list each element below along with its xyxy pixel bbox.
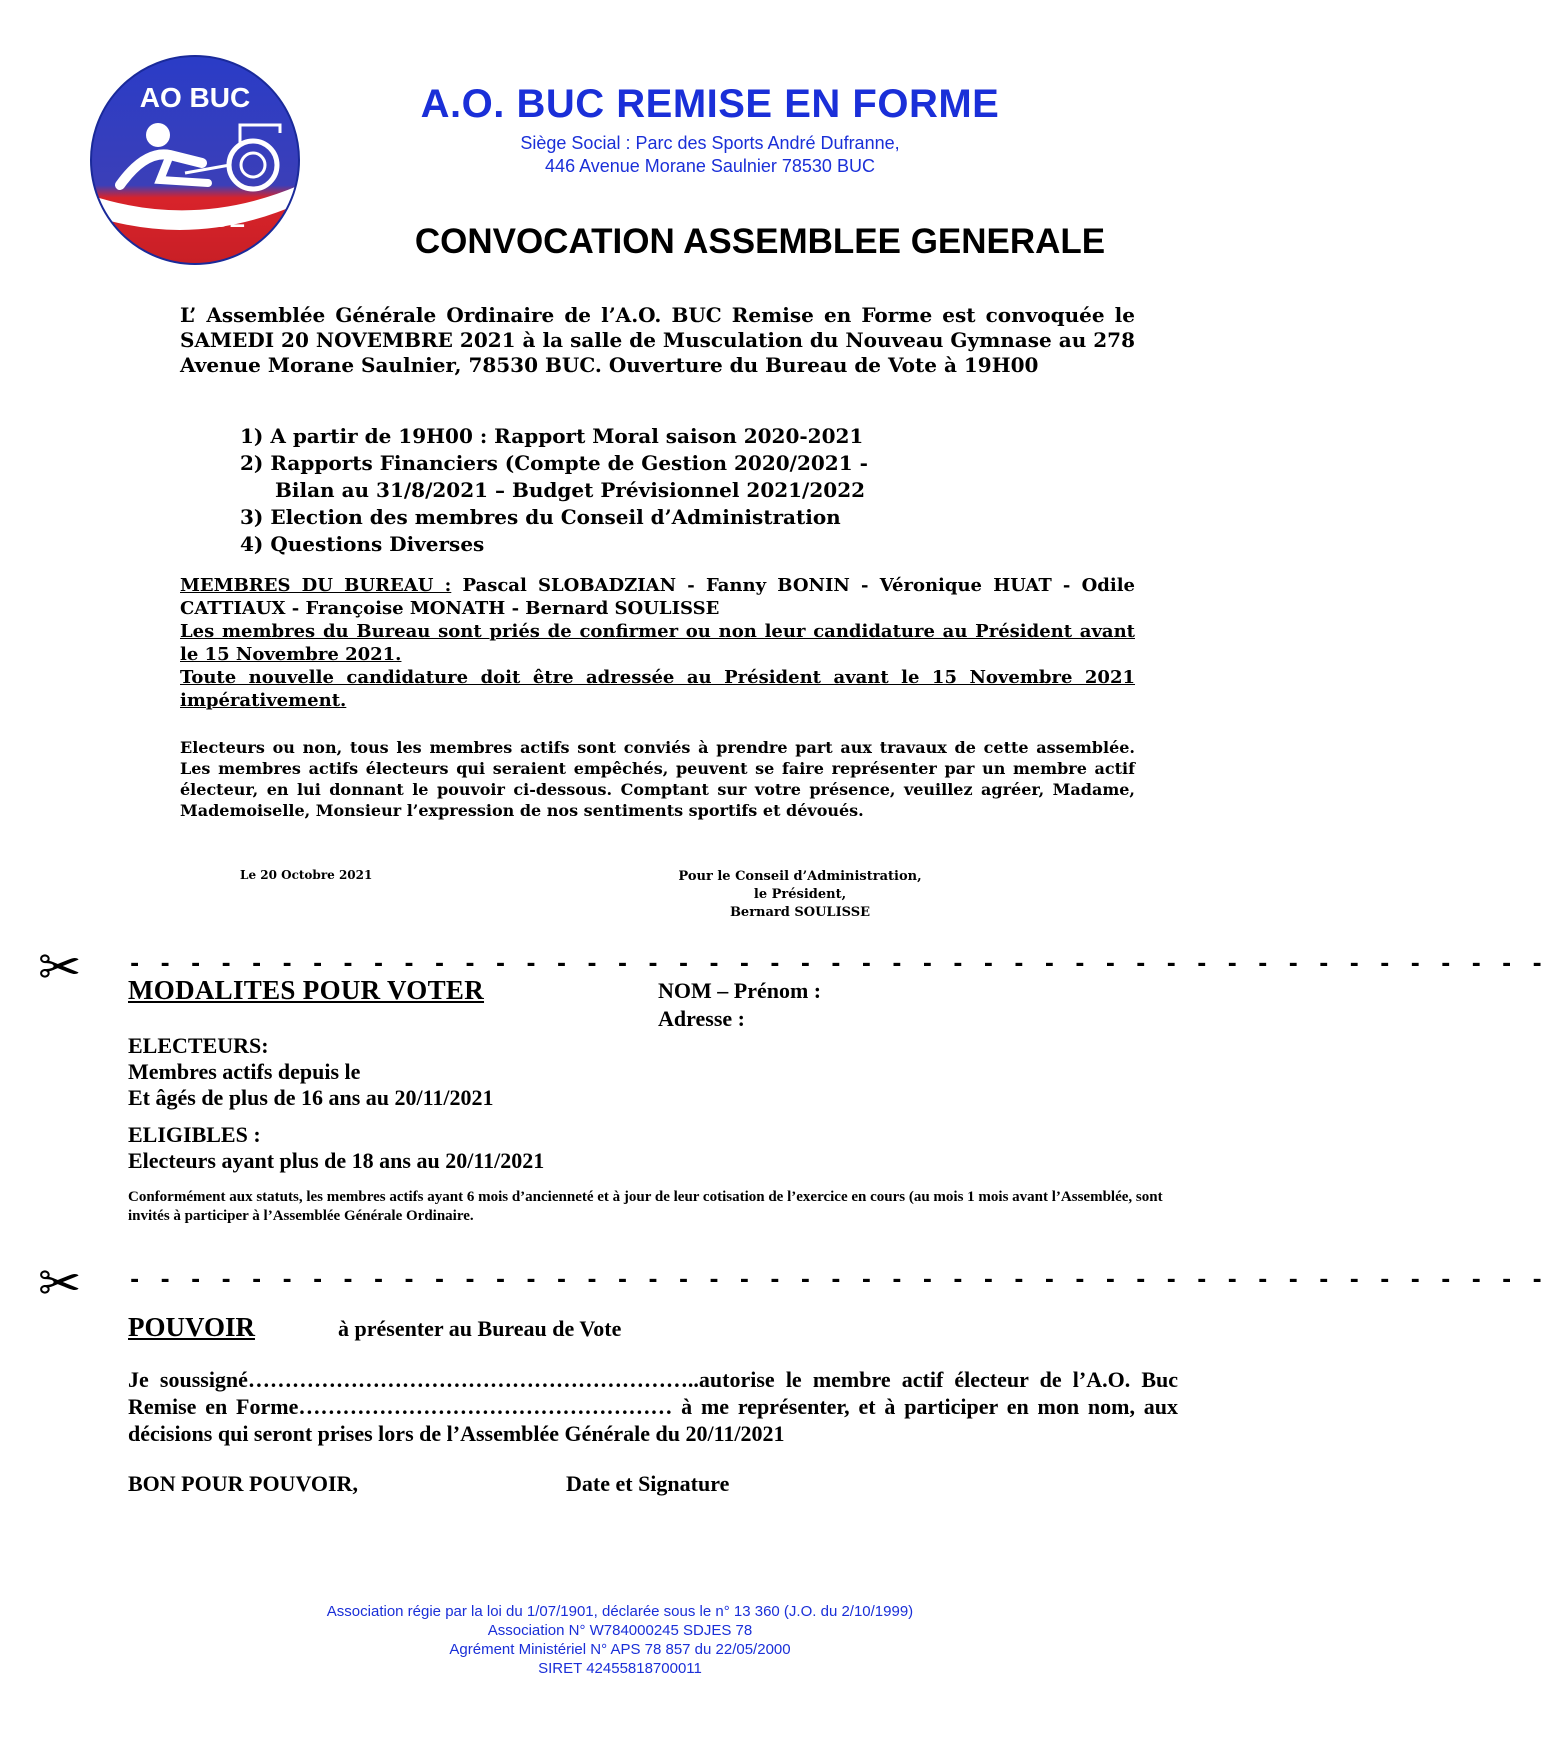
signature-line-2: le Président, (753, 887, 847, 902)
footer-line: Association régie par la loi du 1/07/1901, déclarée sous le n° 13 360 (J.O. du 2/10/1999) (326, 1603, 914, 1620)
signature-date: Le 20 Octobre 2021 (240, 868, 373, 882)
address-line-2: 446 Avenue Morane Saulnier 78530 BUC (545, 156, 875, 176)
statuts-note: Conformément aux statuts, les membres actifs ayant 6 mois d’ancienneté et à jour de leur cotisation de l’exercice en cours (au mois 1 mois avant l’Assemblée, sont invités à participer à l’Assemblée Générale Ordinaire. (128, 1189, 1163, 1224)
pouvoir-text: Je soussigné……………………………………………………..autorise le membre actif électeur de l’A.O. Buc Remise en Forme…………………………………………… à me représenter, et à participer en mon nom, aux décisions qui seront prises lors de l’Assemblée Générale du 20/11/2021 (128, 1367, 1178, 1446)
eligibles-block (128, 1122, 544, 1174)
agenda-list (240, 423, 1140, 558)
date-signature-label: Date et Signature (566, 1471, 730, 1496)
footer-line: Association N° W784000245 SDJES 78 (487, 1622, 753, 1639)
org-title: A.O. BUC REMISE EN FORME (420, 82, 1000, 126)
electeurs-label: ELECTEURS: (128, 1033, 269, 1058)
address-line-1: Siège Social : Parc des Sports André Dufranne, (520, 133, 900, 153)
closing-paragraph: Electeurs ou non, tous les membres actifs sont conviés à prendre part aux travaux de cette assemblée. Les membres actifs électeurs qui seraient empêchés, peuvent se faire représenter par un membre actif électeur, en lui donnant le pouvoir ci-dessous. Comptant sur votre présence, veuillez agréer, Madame, Mademoiselle, Monsieur l’expression de nos sentiments sportifs et dévoués. (180, 738, 1135, 820)
pouvoir-title: POUVOIR (128, 1312, 255, 1342)
eligibles-line-1: Electeurs ayant plus de 18 ans au 20/11/2021 (128, 1148, 545, 1173)
club-logo (90, 55, 300, 265)
signature-block (600, 868, 1000, 922)
footer-line: SIRET 42455818700011 (538, 1660, 702, 1677)
agenda-item-continued: Bilan au 31/8/2021 – Budget Prévisionnel 2021/2022 (275, 478, 866, 502)
logo-bottom-text: FRANCE (145, 206, 245, 233)
scissors-icon: ✂ (38, 1254, 82, 1314)
cut-line: - - - - - - - - - - - - - - - - - - - - - - - - - - - - - - - - - - - - - - - - - - - - - - - (128, 952, 1546, 977)
signature-line-1: Pour le Conseil d’Administration, (678, 869, 922, 884)
document-title: CONVOCATION ASSEMBLEE GENERALE (414, 222, 1106, 261)
agenda-item: 1) A partir de 19H00 : Rapport Moral saison 2020-2021 (240, 424, 864, 448)
scissors-icon: ✂ (38, 938, 82, 998)
cut-line: - - - - - - - - - - - - - - - - - - - - - - - - - - - - - - - - - - - - - - - - - - - - - - - (128, 1268, 1546, 1293)
eligibles-label: ELIGIBLES : (128, 1122, 261, 1147)
electeurs-line-1: Membres actifs depuis le (128, 1059, 361, 1084)
bureau-label: MEMBRES DU BUREAU : (180, 575, 452, 596)
bureau-members: Pascal SLOBADZIAN - Fanny BONIN - Véronique HUAT - Odile CATTIAUX - Françoise MONATH - Bernard SOULISSE (180, 575, 1136, 619)
modalites-title: MODALITES POUR VOTER (128, 975, 485, 1005)
electeurs-line-2: Et âgés de plus de 16 ans au 20/11/2021 (128, 1085, 494, 1110)
adresse-label: Adresse : (658, 1006, 745, 1031)
pouvoir-subtitle: à présenter au Bureau de Vote (338, 1316, 622, 1341)
agenda-item: 4) Questions Diverses (240, 532, 485, 556)
footer-line: Agrément Ministériel N° APS 78 857 du 22/05/2000 (449, 1641, 791, 1658)
bureau-notice-2: Toute nouvelle candidature doit être adressée au Président avant le 15 Novembre 2021 impérativement. (180, 667, 1135, 711)
agenda-item: 3) Election des membres du Conseil d’Administration (240, 505, 841, 529)
footer (200, 1602, 1040, 1678)
org-address (400, 132, 1020, 178)
logo-top-text: AO BUC (139, 82, 251, 113)
bon-pour-pouvoir: BON POUR POUVOIR, (128, 1471, 358, 1496)
signature-line-3: Bernard SOULISSE (729, 905, 871, 920)
nom-prenom-label: NOM – Prénom : (658, 978, 822, 1003)
agenda-item: 2) Rapports Financiers (Compte de Gestion 2020/2021 - (240, 451, 868, 475)
bureau-notice-1: Les membres du Bureau sont priés de confirmer ou non leur candidature au Président avant le 15 Novembre 2021. (180, 621, 1135, 665)
bureau-section (180, 574, 1135, 712)
intro-paragraph: L’ Assemblée Générale Ordinaire de l’A.O. BUC Remise en Forme est convoquée le SAMEDI 20 NOVEMBRE 2021 à la salle de Musculation du Nouveau Gymnase au 278 Avenue Morane Saulnier, 78530 BUC. Ouverture du Bureau de Vote à 19H00 (180, 303, 1135, 377)
electeurs-block (128, 1033, 494, 1111)
